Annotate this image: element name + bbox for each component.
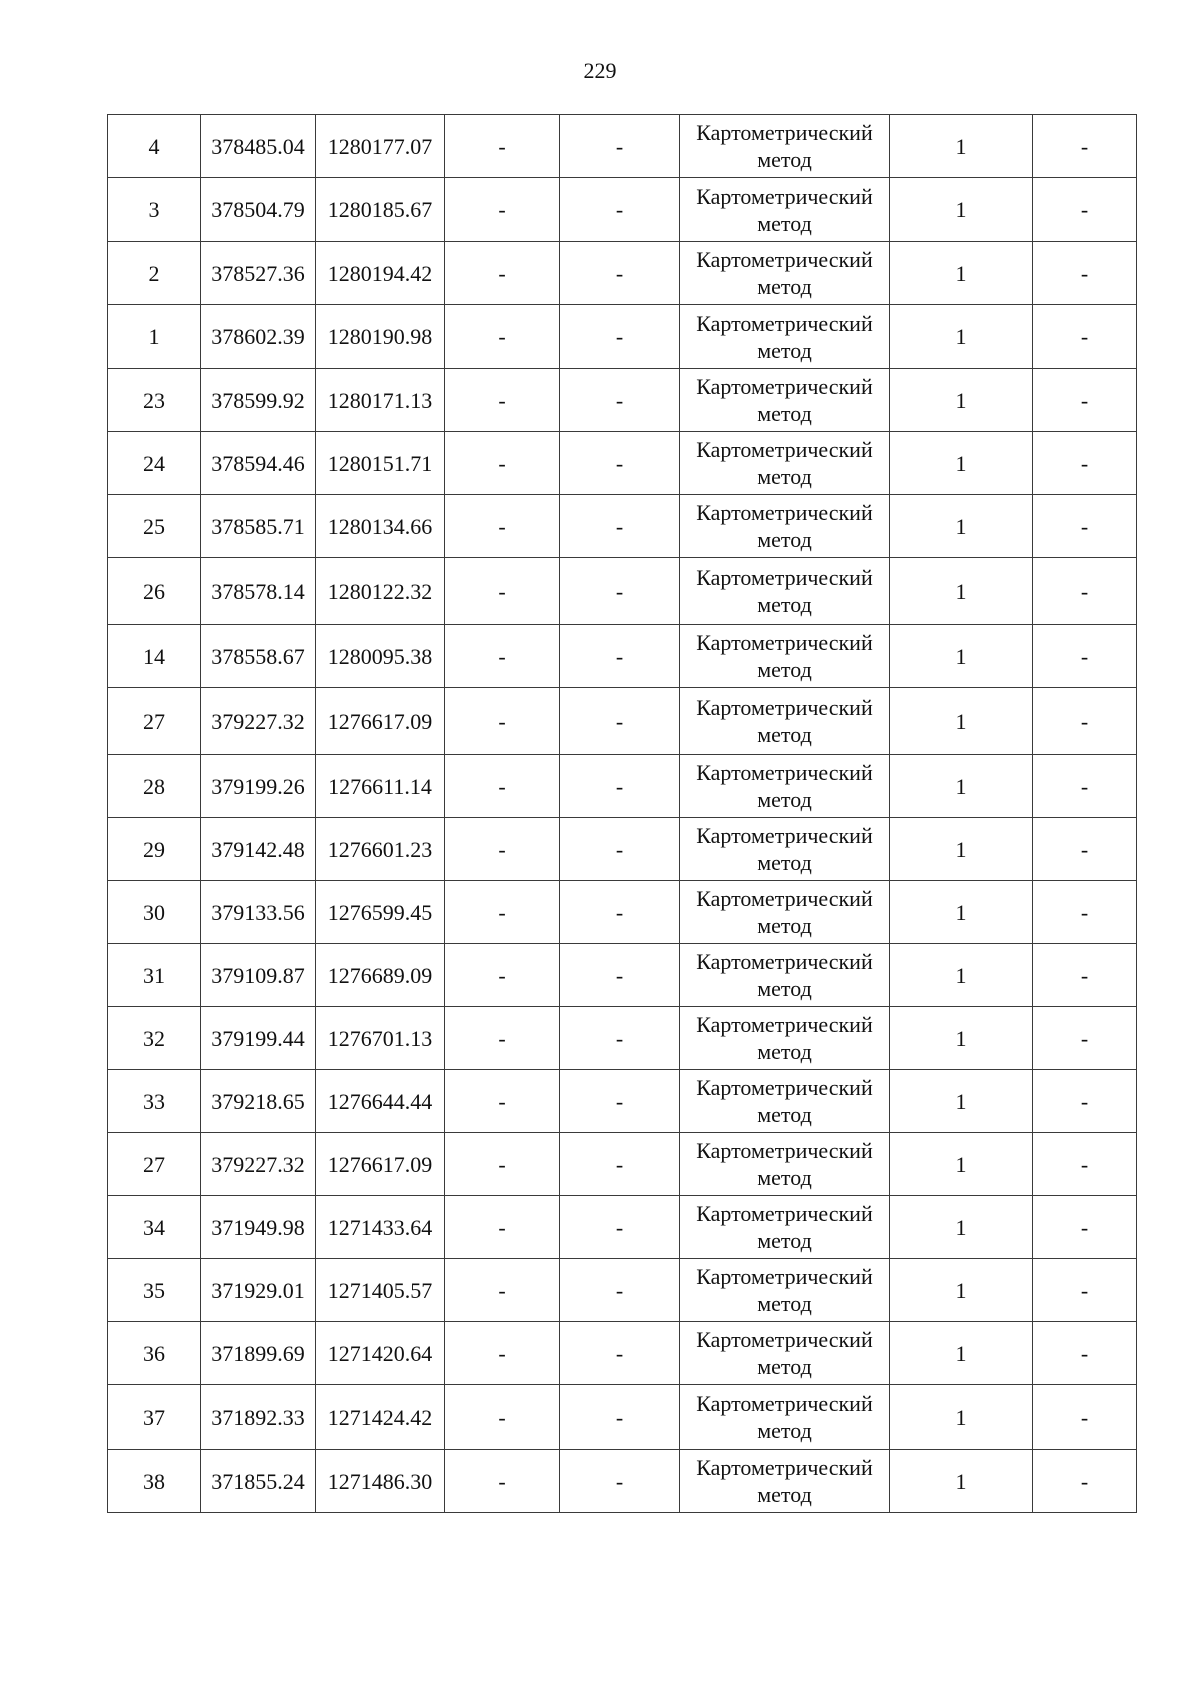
y-coordinate-cell: 1276689.09 [316,944,445,1007]
table-row [108,178,1137,242]
page-number: 229 [583,58,617,83]
point-number-cell: 30 [108,881,201,944]
y-coordinate-cell: 1271405.57 [316,1259,445,1322]
method-line-1: Картометрический [696,1264,873,1289]
column-5-cell: - [560,242,680,305]
y-coordinate-cell: 1276599.45 [316,881,445,944]
point-number-cell: 37 [108,1385,201,1450]
column-5-cell: - [560,305,680,369]
table-row [108,1133,1137,1196]
y-coordinate-cell: 1271420.64 [316,1322,445,1385]
y-coordinate-cell: 1276701.13 [316,1007,445,1070]
accuracy-cell: 1 [890,558,1033,625]
point-number-cell: 24 [108,432,201,495]
method-line-1: Картометрический [696,1391,873,1416]
point-number-cell: 26 [108,558,201,625]
method-line-2: метод [757,147,812,172]
y-coordinate-cell: 1271433.64 [316,1196,445,1259]
table-row [108,1196,1137,1259]
point-number-cell: 25 [108,495,201,558]
table-row [108,115,1137,178]
method-line-2: метод [757,1291,812,1316]
column-8-cell: - [1033,242,1137,305]
method-line-1: Картометрический [696,1138,873,1163]
method-line-1: Картометрический [696,437,873,462]
method-line-1: Картометрический [696,1327,873,1352]
accuracy-cell: 1 [890,625,1033,688]
column-8-cell: - [1033,1007,1137,1070]
column-5-cell: - [560,688,680,755]
x-coordinate-cell: 378602.39 [201,305,316,369]
method-line-1: Картометрический [696,247,873,272]
accuracy-cell: 1 [890,305,1033,369]
column-8-cell: - [1033,178,1137,242]
x-coordinate-cell: 378578.14 [201,558,316,625]
table-row [108,1070,1137,1133]
column-5-cell: - [560,432,680,495]
column-5-cell: - [560,818,680,881]
column-8-cell: - [1033,1070,1137,1133]
method-cell [680,625,890,688]
method-cell [680,115,890,178]
accuracy-cell: 1 [890,1070,1033,1133]
column-4-cell: - [445,115,560,178]
y-coordinate-cell: 1280134.66 [316,495,445,558]
coordinates-table [107,114,1137,1513]
column-8-cell: - [1033,1450,1137,1513]
method-line-2: метод [757,401,812,426]
x-coordinate-cell: 378558.67 [201,625,316,688]
point-number-cell: 2 [108,242,201,305]
table-row [108,818,1137,881]
accuracy-cell: 1 [890,115,1033,178]
y-coordinate-cell: 1276617.09 [316,688,445,755]
method-line-2: метод [757,1165,812,1190]
method-cell [680,1070,890,1133]
y-coordinate-cell: 1271424.42 [316,1385,445,1450]
method-line-2: метод [757,722,812,747]
x-coordinate-cell: 379199.44 [201,1007,316,1070]
column-4-cell: - [445,495,560,558]
column-5-cell: - [560,881,680,944]
column-4-cell: - [445,1259,560,1322]
method-line-2: метод [757,210,812,236]
y-coordinate-cell: 1280194.42 [316,242,445,305]
accuracy-cell: 1 [890,818,1033,881]
accuracy-cell: 1 [890,881,1033,944]
column-5-cell: - [560,1196,680,1259]
method-line-2: метод [757,976,812,1001]
column-4-cell: - [445,558,560,625]
method-line-2: метод [757,527,812,552]
y-coordinate-cell: 1276644.44 [316,1070,445,1133]
method-cell [680,1450,890,1513]
column-5-cell: - [560,944,680,1007]
column-4-cell: - [445,818,560,881]
y-coordinate-cell: 1280095.38 [316,625,445,688]
method-line-1: Картометрический [696,120,873,145]
table-row [108,369,1137,432]
column-8-cell: - [1033,1385,1137,1450]
y-coordinate-cell: 1276617.09 [316,1133,445,1196]
method-line-2: метод [757,850,812,875]
accuracy-cell: 1 [890,178,1033,242]
method-cell [680,242,890,305]
x-coordinate-cell: 371949.98 [201,1196,316,1259]
accuracy-cell: 1 [890,1322,1033,1385]
method-line-2: метод [757,274,812,299]
column-8-cell: - [1033,1259,1137,1322]
accuracy-cell: 1 [890,688,1033,755]
x-coordinate-cell: 379133.56 [201,881,316,944]
point-number-cell: 31 [108,944,201,1007]
point-number-cell: 3 [108,178,201,242]
table-row [108,1450,1137,1513]
accuracy-cell: 1 [890,1007,1033,1070]
accuracy-cell: 1 [890,755,1033,818]
column-4-cell: - [445,305,560,369]
column-4-cell: - [445,688,560,755]
method-line-1: Картометрический [696,760,873,785]
table-row [108,495,1137,558]
column-4-cell: - [445,1196,560,1259]
method-cell [680,944,890,1007]
column-5-cell: - [560,369,680,432]
method-line-1: Картометрический [696,374,873,399]
column-4-cell: - [445,625,560,688]
point-number-cell: 38 [108,1450,201,1513]
accuracy-cell: 1 [890,369,1033,432]
method-line-1: Картометрический [696,500,873,525]
x-coordinate-cell: 371899.69 [201,1322,316,1385]
column-4-cell: - [445,1385,560,1450]
x-coordinate-cell: 378504.79 [201,178,316,242]
column-5-cell: - [560,1007,680,1070]
column-8-cell: - [1033,115,1137,178]
method-cell [680,558,890,625]
table-row [108,558,1137,625]
table-row [108,1259,1137,1322]
y-coordinate-cell: 1280171.13 [316,369,445,432]
table-row [108,1385,1137,1450]
column-4-cell: - [445,242,560,305]
method-line-2: метод [757,657,812,682]
x-coordinate-cell: 379227.32 [201,1133,316,1196]
method-line-1: Картометрический [696,310,873,336]
table-row [108,625,1137,688]
method-line-1: Картометрический [696,949,873,974]
column-4-cell: - [445,432,560,495]
table-body [108,115,1137,1513]
column-4-cell: - [445,881,560,944]
method-cell [680,495,890,558]
point-number-cell: 32 [108,1007,201,1070]
column-4-cell: - [445,178,560,242]
column-8-cell: - [1033,305,1137,369]
column-5-cell: - [560,1385,680,1450]
column-8-cell: - [1033,1322,1137,1385]
y-coordinate-cell: 1280190.98 [316,305,445,369]
column-5-cell: - [560,558,680,625]
point-number-cell: 28 [108,755,201,818]
method-line-2: метод [757,1418,812,1443]
method-line-2: метод [757,592,812,617]
method-cell [680,1322,890,1385]
table-row [108,944,1137,1007]
column-4-cell: - [445,944,560,1007]
table-row [108,432,1137,495]
accuracy-cell: 1 [890,1133,1033,1196]
x-coordinate-cell: 371929.01 [201,1259,316,1322]
column-8-cell: - [1033,1133,1137,1196]
column-4-cell: - [445,1070,560,1133]
accuracy-cell: 1 [890,242,1033,305]
y-coordinate-cell: 1276611.14 [316,755,445,818]
column-4-cell: - [445,1007,560,1070]
method-cell [680,1385,890,1450]
column-8-cell: - [1033,944,1137,1007]
method-line-1: Картометрический [696,1012,873,1037]
method-line-2: метод [757,464,812,489]
y-coordinate-cell: 1280151.71 [316,432,445,495]
column-8-cell: - [1033,881,1137,944]
column-8-cell: - [1033,625,1137,688]
method-line-2: метод [757,787,812,812]
method-line-1: Картометрический [696,1075,873,1100]
column-5-cell: - [560,755,680,818]
column-8-cell: - [1033,558,1137,625]
point-number-cell: 4 [108,115,201,178]
method-cell [680,755,890,818]
x-coordinate-cell: 378599.92 [201,369,316,432]
accuracy-cell: 1 [890,432,1033,495]
method-line-2: метод [757,1482,812,1507]
method-line-1: Картометрический [696,1201,873,1226]
column-5-cell: - [560,178,680,242]
point-number-cell: 34 [108,1196,201,1259]
method-line-1: Картометрический [696,1455,873,1480]
accuracy-cell: 1 [890,1385,1033,1450]
x-coordinate-cell: 371892.33 [201,1385,316,1450]
column-4-cell: - [445,1322,560,1385]
method-cell [680,881,890,944]
point-number-cell: 36 [108,1322,201,1385]
method-line-1: Картометрический [696,886,873,911]
accuracy-cell: 1 [890,1259,1033,1322]
x-coordinate-cell: 379199.26 [201,755,316,818]
y-coordinate-cell: 1276601.23 [316,818,445,881]
table-row [108,1322,1137,1385]
column-8-cell: - [1033,369,1137,432]
x-coordinate-cell: 378527.36 [201,242,316,305]
method-cell [680,305,890,369]
column-8-cell: - [1033,495,1137,558]
column-8-cell: - [1033,1196,1137,1259]
accuracy-cell: 1 [890,944,1033,1007]
point-number-cell: 29 [108,818,201,881]
method-cell [680,178,890,242]
method-line-2: метод [757,1228,812,1253]
x-coordinate-cell: 379218.65 [201,1070,316,1133]
column-5-cell: - [560,115,680,178]
method-cell [680,1196,890,1259]
table-row [108,305,1137,369]
method-line-2: метод [757,337,812,363]
x-coordinate-cell: 378585.71 [201,495,316,558]
column-4-cell: - [445,1450,560,1513]
y-coordinate-cell: 1271486.30 [316,1450,445,1513]
column-5-cell: - [560,495,680,558]
point-number-cell: 27 [108,1133,201,1196]
method-cell [680,688,890,755]
point-number-cell: 14 [108,625,201,688]
method-line-2: метод [757,913,812,938]
point-number-cell: 35 [108,1259,201,1322]
column-4-cell: - [445,755,560,818]
point-number-cell: 1 [108,305,201,369]
x-coordinate-cell: 379109.87 [201,944,316,1007]
column-5-cell: - [560,1322,680,1385]
y-coordinate-cell: 1280177.07 [316,115,445,178]
method-line-1: Картометрический [696,823,873,848]
x-coordinate-cell: 378485.04 [201,115,316,178]
method-cell [680,1259,890,1322]
x-coordinate-cell: 379227.32 [201,688,316,755]
column-5-cell: - [560,1070,680,1133]
column-5-cell: - [560,625,680,688]
method-line-1: Картометрический [696,695,873,720]
table-row [108,881,1137,944]
x-coordinate-cell: 378594.46 [201,432,316,495]
y-coordinate-cell: 1280185.67 [316,178,445,242]
column-8-cell: - [1033,688,1137,755]
column-4-cell: - [445,1133,560,1196]
x-coordinate-cell: 371855.24 [201,1450,316,1513]
method-line-1: Картометрический [696,183,873,209]
column-5-cell: - [560,1133,680,1196]
method-line-1: Картометрический [696,565,873,590]
table-row [108,755,1137,818]
method-cell [680,1133,890,1196]
method-cell [680,818,890,881]
accuracy-cell: 1 [890,1450,1033,1513]
method-line-1: Картометрический [696,630,873,655]
table-row [108,688,1137,755]
column-8-cell: - [1033,755,1137,818]
table-row [108,1007,1137,1070]
accuracy-cell: 1 [890,1196,1033,1259]
method-line-2: метод [757,1039,812,1064]
method-cell [680,1007,890,1070]
point-number-cell: 33 [108,1070,201,1133]
column-8-cell: - [1033,818,1137,881]
accuracy-cell: 1 [890,495,1033,558]
column-5-cell: - [560,1450,680,1513]
y-coordinate-cell: 1280122.32 [316,558,445,625]
table-row [108,242,1137,305]
method-line-2: метод [757,1354,812,1379]
method-cell [680,432,890,495]
point-number-cell: 27 [108,688,201,755]
column-5-cell: - [560,1259,680,1322]
point-number-cell: 23 [108,369,201,432]
column-4-cell: - [445,369,560,432]
method-line-2: метод [757,1102,812,1127]
x-coordinate-cell: 379142.48 [201,818,316,881]
method-cell [680,369,890,432]
column-8-cell: - [1033,432,1137,495]
